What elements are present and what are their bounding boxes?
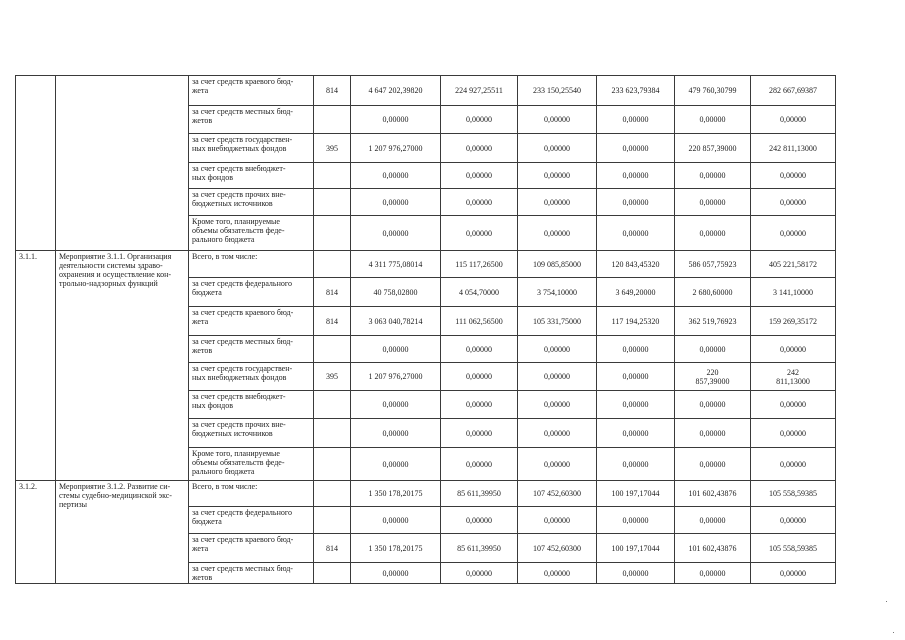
item-number xyxy=(16,76,56,251)
amount-cell: 0,00000 xyxy=(675,419,751,448)
amount-cell: 405 221,58172 xyxy=(751,251,836,278)
table-row xyxy=(16,481,836,507)
amount-cell: 0,00000 xyxy=(675,507,751,534)
amount-cell: 0,00000 xyxy=(675,106,751,134)
amount-cell: 0,00000 xyxy=(518,507,597,534)
amount-cell: 4 311 775,08014 xyxy=(351,251,441,278)
budget-code xyxy=(314,189,351,216)
amount-cell: 0,00000 xyxy=(441,106,518,134)
item-name: Мероприятие 3.1.2. Развитие си- стемы судебно-медицинской экс- пертизы xyxy=(56,481,189,584)
amount-cell: 479 760,30799 xyxy=(675,76,751,106)
funding-source-label: за счет средств прочих вне- бюджетных источников xyxy=(189,189,314,216)
budget-code xyxy=(314,106,351,134)
amount-cell: 40 758,02800 xyxy=(351,278,441,307)
amount-cell: 0,00000 xyxy=(597,391,675,419)
funding-source-label: за счет средств краевого бюд- жета xyxy=(189,534,314,563)
budget-code xyxy=(314,563,351,584)
amount-cell: 100 197,17044 xyxy=(597,481,675,507)
item-name xyxy=(56,76,189,251)
budget-code: 814 xyxy=(314,76,351,106)
amount-cell: 0,00000 xyxy=(518,189,597,216)
amount-cell: 362 519,76923 xyxy=(675,307,751,336)
amount-cell: 117 194,25320 xyxy=(597,307,675,336)
amount-cell: 0,00000 xyxy=(597,216,675,251)
budget-code: 814 xyxy=(314,278,351,307)
scan-speck xyxy=(893,632,894,633)
amount-cell: 0,00000 xyxy=(518,363,597,391)
amount-cell: 0,00000 xyxy=(518,163,597,189)
amount-cell: 586 057,75923 xyxy=(675,251,751,278)
amount-cell: 0,00000 xyxy=(751,163,836,189)
amount-cell: 1 350 178,20175 xyxy=(351,534,441,563)
scan-speck xyxy=(886,601,887,602)
amount-cell: 0,00000 xyxy=(518,419,597,448)
amount-cell: 85 611,39950 xyxy=(441,534,518,563)
amount-cell: 242 811,13000 xyxy=(751,363,836,391)
amount-cell: 2 680,60000 xyxy=(675,278,751,307)
amount-cell: 1 207 976,27000 xyxy=(351,363,441,391)
amount-cell: 0,00000 xyxy=(518,216,597,251)
amount-cell: 0,00000 xyxy=(351,163,441,189)
amount-cell: 0,00000 xyxy=(441,189,518,216)
amount-cell: 0,00000 xyxy=(351,189,441,216)
amount-cell: 4 647 202,39820 xyxy=(351,76,441,106)
amount-cell: 233 623,79384 xyxy=(597,76,675,106)
budget-code xyxy=(314,448,351,481)
amount-cell: 0,00000 xyxy=(597,336,675,363)
amount-cell: 0,00000 xyxy=(441,419,518,448)
funding-source-label: за счет средств краевого бюд- жета xyxy=(189,307,314,336)
amount-cell: 111 062,56500 xyxy=(441,307,518,336)
amount-cell: 0,00000 xyxy=(441,507,518,534)
item-number: 3.1.2. xyxy=(16,481,56,584)
funding-source-label: Кроме того, планируемые объемы обязательств феде- рального бюджета xyxy=(189,216,314,251)
funding-source-label: за счет средств краевого бюд- жета xyxy=(189,76,314,106)
funding-source-label: за счет средств местных бюд- жетов xyxy=(189,563,314,584)
budget-code xyxy=(314,507,351,534)
amount-cell: 0,00000 xyxy=(518,563,597,584)
budget-code xyxy=(314,251,351,278)
amount-cell: 0,00000 xyxy=(751,391,836,419)
amount-cell: 0,00000 xyxy=(518,336,597,363)
amount-cell: 0,00000 xyxy=(441,163,518,189)
amount-cell: 101 602,43876 xyxy=(675,534,751,563)
amount-cell: 3 141,10000 xyxy=(751,278,836,307)
amount-cell: 0,00000 xyxy=(675,216,751,251)
amount-cell: 1 207 976,27000 xyxy=(351,134,441,163)
amount-cell: 101 602,43876 xyxy=(675,481,751,507)
amount-cell: 0,00000 xyxy=(441,363,518,391)
amount-cell: 107 452,60300 xyxy=(518,534,597,563)
amount-cell: 0,00000 xyxy=(751,189,836,216)
amount-cell: 0,00000 xyxy=(597,106,675,134)
funding-source-label: Кроме того, планируемые объемы обязательств феде- рального бюджета xyxy=(189,448,314,481)
amount-cell: 0,00000 xyxy=(751,216,836,251)
amount-cell: 0,00000 xyxy=(351,448,441,481)
amount-cell: 107 452,60300 xyxy=(518,481,597,507)
amount-cell: 0,00000 xyxy=(597,507,675,534)
amount-cell: 0,00000 xyxy=(675,391,751,419)
funding-source-label: Всего, в том числе: xyxy=(189,251,314,278)
funding-source-label: за счет средств федерального бюджета xyxy=(189,278,314,307)
amount-cell: 1 350 178,20175 xyxy=(351,481,441,507)
amount-cell: 0,00000 xyxy=(441,391,518,419)
amount-cell: 0,00000 xyxy=(597,363,675,391)
amount-cell: 105 558,59385 xyxy=(751,534,836,563)
amount-cell: 0,00000 xyxy=(597,163,675,189)
amount-cell: 0,00000 xyxy=(751,336,836,363)
amount-cell: 0,00000 xyxy=(597,189,675,216)
amount-cell: 220 857,39000 xyxy=(675,363,751,391)
amount-cell: 0,00000 xyxy=(597,419,675,448)
budget-code xyxy=(314,336,351,363)
budget-table xyxy=(15,75,836,584)
amount-cell: 0,00000 xyxy=(351,216,441,251)
amount-cell: 0,00000 xyxy=(597,448,675,481)
amount-cell: 0,00000 xyxy=(675,189,751,216)
item-name: Мероприятие 3.1.1. Организация деятельности системы здраво- охранения и осуществление кон- трольно-надзорных функций xyxy=(56,251,189,481)
amount-cell: 115 117,26500 xyxy=(441,251,518,278)
amount-cell: 0,00000 xyxy=(518,448,597,481)
amount-cell: 0,00000 xyxy=(441,134,518,163)
funding-source-label: за счет средств местных бюд- жетов xyxy=(189,336,314,363)
funding-source-label: за счет средств государствен- ных внебюджетных фондов xyxy=(189,134,314,163)
funding-source-label: за счет средств местных бюд- жетов xyxy=(189,106,314,134)
amount-cell: 0,00000 xyxy=(751,563,836,584)
amount-cell: 282 667,69387 xyxy=(751,76,836,106)
funding-source-label: за счет средств внебюджет- ных фондов xyxy=(189,391,314,419)
amount-cell: 0,00000 xyxy=(351,563,441,584)
amount-cell: 3 063 040,78214 xyxy=(351,307,441,336)
amount-cell: 220 857,39000 xyxy=(675,134,751,163)
table-row xyxy=(16,251,836,278)
amount-cell: 0,00000 xyxy=(351,419,441,448)
budget-code: 395 xyxy=(314,363,351,391)
amount-cell: 0,00000 xyxy=(518,106,597,134)
funding-source-label: за счет средств прочих вне- бюджетных источников xyxy=(189,419,314,448)
amount-cell: 85 611,39950 xyxy=(441,481,518,507)
budget-code: 395 xyxy=(314,134,351,163)
amount-cell: 105 331,75000 xyxy=(518,307,597,336)
table-row xyxy=(16,76,836,106)
amount-cell: 100 197,17044 xyxy=(597,534,675,563)
amount-cell: 0,00000 xyxy=(675,336,751,363)
amount-cell: 0,00000 xyxy=(597,563,675,584)
amount-cell: 0,00000 xyxy=(441,448,518,481)
amount-cell: 233 150,25540 xyxy=(518,76,597,106)
amount-cell: 0,00000 xyxy=(351,507,441,534)
amount-cell: 109 085,85000 xyxy=(518,251,597,278)
funding-source-label: Всего, в том числе: xyxy=(189,481,314,507)
budget-code xyxy=(314,391,351,419)
amount-cell: 224 927,25511 xyxy=(441,76,518,106)
amount-cell: 0,00000 xyxy=(675,448,751,481)
amount-cell: 0,00000 xyxy=(675,163,751,189)
budget-code: 814 xyxy=(314,307,351,336)
amount-cell: 0,00000 xyxy=(351,106,441,134)
amount-cell: 0,00000 xyxy=(441,336,518,363)
item-number: 3.1.1. xyxy=(16,251,56,481)
amount-cell: 0,00000 xyxy=(518,134,597,163)
amount-cell: 0,00000 xyxy=(441,563,518,584)
amount-cell: 3 754,10000 xyxy=(518,278,597,307)
amount-cell: 0,00000 xyxy=(351,391,441,419)
budget-table-body xyxy=(16,76,836,584)
budget-code xyxy=(314,419,351,448)
amount-cell: 0,00000 xyxy=(675,563,751,584)
amount-cell: 0,00000 xyxy=(597,134,675,163)
amount-cell: 105 558,59385 xyxy=(751,481,836,507)
amount-cell: 4 054,70000 xyxy=(441,278,518,307)
funding-source-label: за счет средств внебюджет- ных фондов xyxy=(189,163,314,189)
amount-cell: 3 649,20000 xyxy=(597,278,675,307)
budget-code: 814 xyxy=(314,534,351,563)
amount-cell: 120 843,45320 xyxy=(597,251,675,278)
budget-code xyxy=(314,216,351,251)
amount-cell: 0,00000 xyxy=(351,336,441,363)
amount-cell: 0,00000 xyxy=(751,106,836,134)
funding-source-label: за счет средств государствен- ных внебюджетных фондов xyxy=(189,363,314,391)
amount-cell: 0,00000 xyxy=(441,216,518,251)
budget-code xyxy=(314,163,351,189)
amount-cell: 242 811,13000 xyxy=(751,134,836,163)
amount-cell: 0,00000 xyxy=(751,419,836,448)
amount-cell: 0,00000 xyxy=(751,507,836,534)
funding-source-label: за счет средств федерального бюджета xyxy=(189,507,314,534)
amount-cell: 0,00000 xyxy=(751,448,836,481)
budget-code xyxy=(314,481,351,507)
amount-cell: 159 269,35172 xyxy=(751,307,836,336)
amount-cell: 0,00000 xyxy=(518,391,597,419)
